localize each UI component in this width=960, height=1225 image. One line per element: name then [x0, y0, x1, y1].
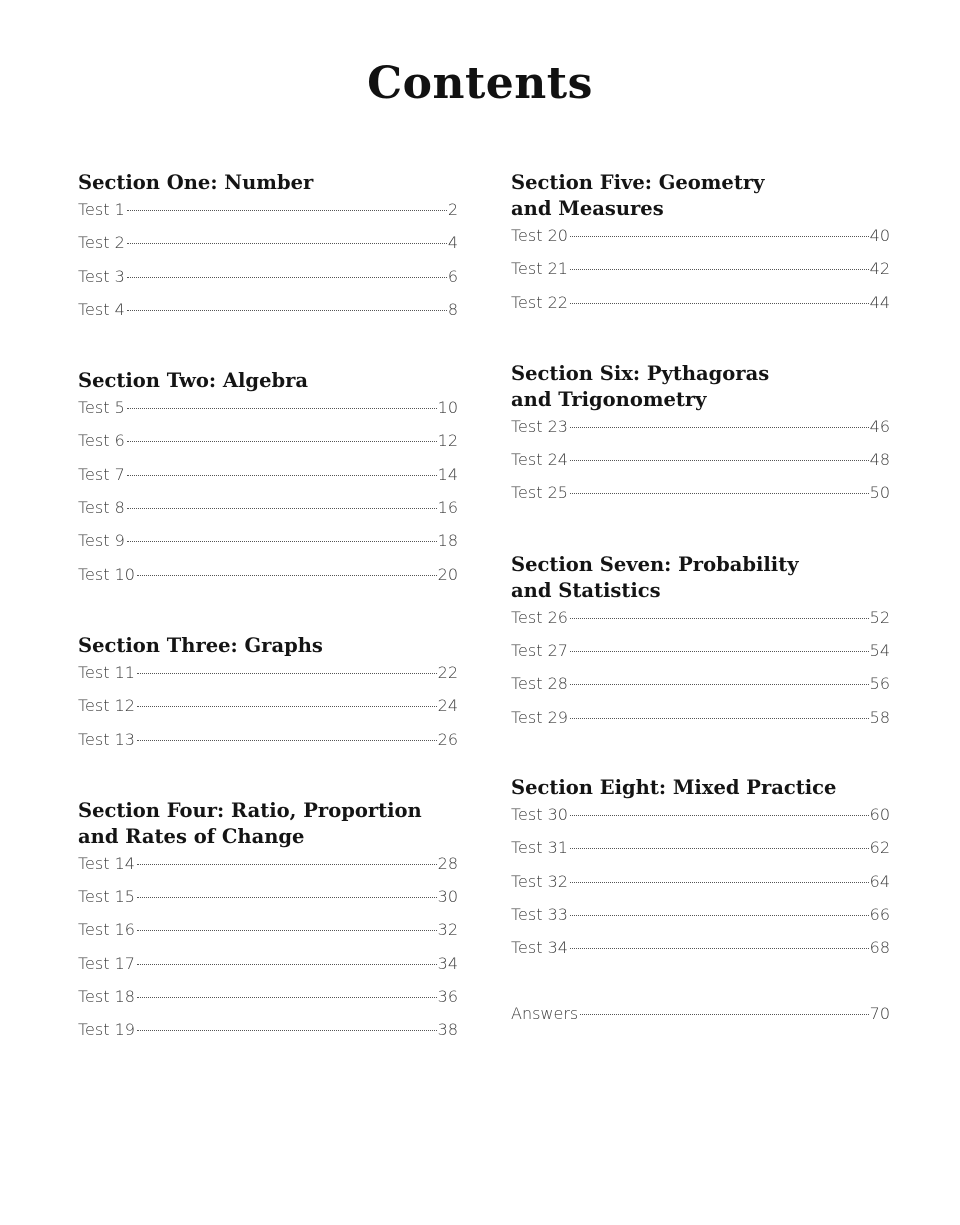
- toc-entry[interactable]: [78, 233, 458, 266]
- entry-page: 6: [447, 266, 458, 286]
- entry-page: 62: [869, 838, 890, 858]
- toc-entry[interactable]: [511, 905, 890, 938]
- section-heading: Section Seven: Probability and Statistics: [511, 552, 799, 602]
- entry-page: 64: [869, 871, 890, 891]
- entry-page: 2: [447, 200, 458, 219]
- toc-entry[interactable]: [78, 531, 458, 564]
- dot-leader: [127, 540, 437, 542]
- toc-entry[interactable]: [511, 293, 890, 326]
- toc-entry[interactable]: [511, 483, 890, 516]
- entry-page: 30: [437, 887, 458, 907]
- dot-leader: [137, 1029, 437, 1031]
- dot-leader: [127, 209, 447, 211]
- dot-leader: [137, 672, 437, 674]
- entry-page: 56: [869, 674, 890, 694]
- toc-entry[interactable]: [511, 674, 890, 707]
- entry-label: Test 14: [78, 853, 135, 873]
- dot-leader: [127, 276, 447, 278]
- entry-page: 38: [437, 1020, 458, 1040]
- dot-leader: [137, 929, 437, 931]
- toc-entry[interactable]: [511, 938, 890, 971]
- entry-page: 44: [869, 292, 890, 312]
- entry-label: Test 17: [78, 953, 135, 973]
- entry-page: 24: [437, 696, 458, 716]
- dot-leader: [570, 426, 869, 428]
- entry-page: 68: [869, 938, 890, 958]
- entry-label: Test 11: [78, 662, 135, 682]
- toc-entry[interactable]: [78, 267, 458, 300]
- entry-label: Test 1: [78, 200, 125, 219]
- toc-entry[interactable]: [78, 398, 458, 431]
- section-heading: Section Eight: Mixed Practice: [511, 775, 837, 799]
- entry-page: 16: [437, 498, 458, 518]
- dot-leader: [137, 863, 437, 865]
- toc-entry[interactable]: [511, 872, 890, 905]
- entry-label: Test 2: [78, 233, 125, 253]
- entry-label: Test 32: [511, 871, 568, 891]
- entry-label: Test 12: [78, 696, 135, 716]
- entry-label: Test 20: [511, 226, 568, 245]
- section-algebra: [78, 368, 458, 598]
- entry-page: 4: [447, 233, 458, 253]
- toc-entry[interactable]: [78, 887, 458, 920]
- entry-page: 50: [869, 483, 890, 503]
- dot-leader: [570, 617, 869, 619]
- entry-label: Test 30: [511, 804, 568, 824]
- section-heading: Section One: Number: [78, 171, 314, 194]
- dot-leader: [570, 650, 869, 652]
- toc-entry[interactable]: [511, 450, 890, 483]
- entry-label: Test 28: [511, 674, 568, 694]
- entry-page: 8: [447, 299, 458, 319]
- dot-leader: [127, 507, 437, 509]
- entry-label: Test 34: [511, 938, 568, 958]
- contents-column-left: [78, 170, 458, 1054]
- entry-page: 58: [869, 707, 890, 727]
- toc-entry[interactable]: [78, 730, 458, 763]
- entry-page: 18: [437, 531, 458, 551]
- entry-label: Answers: [511, 1004, 579, 1024]
- toc-entry[interactable]: [78, 987, 458, 1020]
- entry-label: Test 19: [78, 1020, 135, 1040]
- toc-entry[interactable]: [78, 300, 458, 333]
- dot-leader: [127, 440, 437, 442]
- entry-page: 60: [869, 804, 890, 824]
- entry-page: 12: [437, 431, 458, 451]
- contents-column-right: [511, 170, 890, 1038]
- section-number: [78, 170, 458, 333]
- dot-leader: [137, 996, 437, 998]
- dot-leader: [570, 814, 869, 816]
- entry-label: Test 7: [78, 464, 125, 484]
- dot-leader: [570, 492, 869, 494]
- dot-leader: [570, 881, 869, 883]
- section-ratio-proportion: [78, 798, 458, 1054]
- entry-label: Test 29: [511, 707, 568, 727]
- dot-leader: [127, 474, 437, 476]
- toc-entry[interactable]: [78, 200, 458, 233]
- section-mixed-practice: [511, 775, 890, 971]
- entry-label: Test 31: [511, 838, 568, 858]
- toc-entry[interactable]: [78, 854, 458, 887]
- toc-entry[interactable]: [511, 417, 890, 450]
- entry-label: Test 27: [511, 641, 568, 661]
- entry-page: 32: [437, 920, 458, 940]
- dot-leader: [137, 963, 437, 965]
- entry-page: 14: [437, 464, 458, 484]
- toc-entry[interactable]: [511, 608, 890, 641]
- section-heading: Section Four: Ratio, Proportion and Rates of Change: [78, 798, 422, 848]
- section-graphs: [78, 633, 458, 763]
- toc-entry[interactable]: [78, 920, 458, 953]
- dot-leader: [127, 309, 447, 311]
- dot-leader: [137, 739, 437, 741]
- section-heading: Section Two: Algebra: [78, 369, 309, 393]
- toc-entry[interactable]: [511, 708, 890, 741]
- toc-entry[interactable]: [78, 465, 458, 498]
- toc-entry[interactable]: [78, 954, 458, 987]
- toc-entry[interactable]: [511, 641, 890, 674]
- entry-label: Test 33: [511, 904, 568, 924]
- entry-page: 36: [437, 987, 458, 1007]
- entry-label: Test 15: [78, 887, 135, 907]
- entry-page: 22: [437, 662, 458, 682]
- entry-label: Test 21: [511, 259, 568, 279]
- toc-entry[interactable]: [78, 565, 458, 598]
- entry-page: 20: [437, 564, 458, 584]
- entry-label: Test 23: [511, 416, 568, 436]
- section-geometry: [511, 170, 890, 326]
- dot-leader: [127, 242, 447, 244]
- section-pythagoras: [511, 361, 890, 517]
- entry-label: Test 9: [78, 531, 125, 551]
- entry-label: Test 16: [78, 920, 135, 940]
- dot-leader: [570, 235, 869, 237]
- page-title: Contents: [367, 58, 593, 109]
- entry-label: Test 3: [78, 266, 125, 286]
- toc-entry[interactable]: [511, 838, 890, 871]
- entry-label: Test 10: [78, 564, 135, 584]
- entry-page: 52: [869, 607, 890, 627]
- toc-entry[interactable]: [511, 226, 890, 259]
- section-heading: Section Three: Graphs: [78, 633, 323, 657]
- dot-leader: [570, 717, 869, 719]
- toc-entry[interactable]: [78, 696, 458, 729]
- entry-page: 66: [869, 904, 890, 924]
- entry-page: 34: [437, 953, 458, 973]
- entry-page: 70: [869, 1004, 890, 1024]
- dot-leader: [570, 268, 869, 270]
- section-probability: [511, 552, 890, 741]
- entry-label: Test 26: [511, 607, 568, 627]
- entry-label: Test 8: [78, 498, 125, 518]
- section-heading: Section Five: Geometry and Measures: [511, 171, 765, 220]
- entry-page: 26: [437, 729, 458, 749]
- entry-label: Test 6: [78, 431, 125, 451]
- section-heading: Section Six: Pythagoras and Trigonometry: [511, 361, 770, 411]
- entry-page: 54: [869, 641, 890, 661]
- dot-leader: [570, 459, 869, 461]
- dot-leader: [580, 1013, 868, 1015]
- toc-entry-answers[interactable]: [511, 1004, 890, 1037]
- toc-entry[interactable]: [78, 1020, 458, 1053]
- dot-leader: [570, 947, 869, 949]
- entry-page: 28: [437, 853, 458, 873]
- dot-leader: [137, 574, 437, 576]
- dot-leader: [570, 302, 869, 304]
- answers-section: [511, 1004, 890, 1037]
- entry-label: Test 4: [78, 299, 125, 319]
- entry-page: 10: [437, 398, 458, 418]
- toc-entry[interactable]: [511, 259, 890, 292]
- dot-leader: [570, 914, 869, 916]
- dot-leader: [570, 683, 869, 685]
- dot-leader: [137, 896, 437, 898]
- toc-entry[interactable]: [78, 431, 458, 464]
- entry-page: 46: [869, 416, 890, 436]
- toc-entry[interactable]: [511, 805, 890, 838]
- toc-entry[interactable]: [78, 498, 458, 531]
- entry-label: Test 25: [511, 483, 568, 503]
- dot-leader: [127, 407, 437, 409]
- dot-leader: [570, 847, 869, 849]
- entry-label: Test 5: [78, 398, 125, 418]
- entry-label: Test 18: [78, 987, 135, 1007]
- entry-page: 48: [869, 450, 890, 470]
- toc-entry[interactable]: [78, 663, 458, 696]
- entry-page: 40: [869, 226, 890, 245]
- dot-leader: [137, 705, 437, 707]
- entry-page: 42: [869, 259, 890, 279]
- entry-label: Test 13: [78, 729, 135, 749]
- entry-label: Test 22: [511, 292, 568, 312]
- entry-label: Test 24: [511, 450, 568, 470]
